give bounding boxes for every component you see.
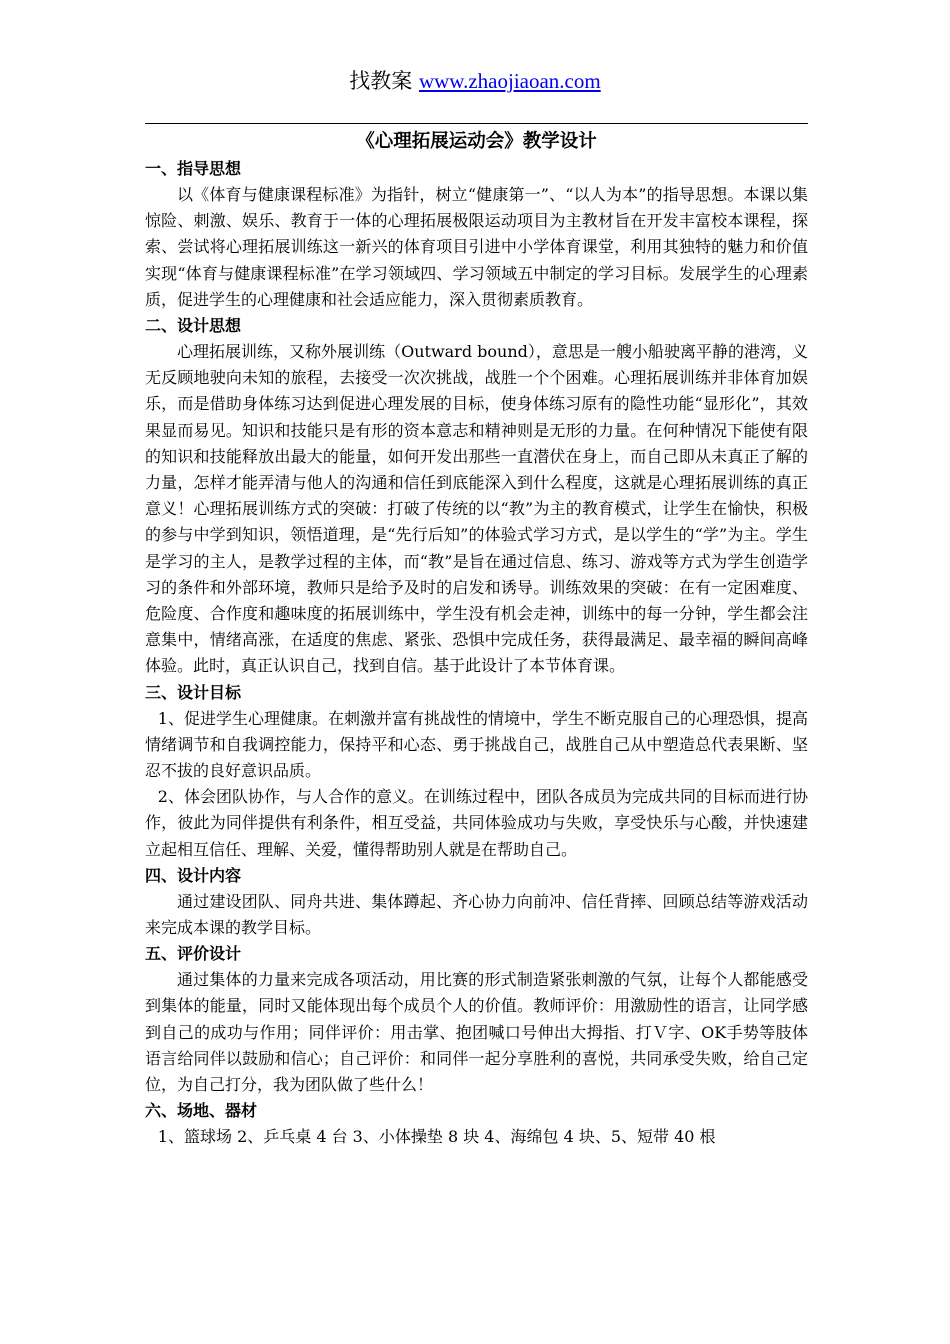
section-heading: 二、设计思想 — [145, 316, 242, 336]
section-heading: 一、指导思想 — [145, 159, 242, 178]
section-guiding-ideology — [145, 156, 808, 313]
site-url-link[interactable]: www.zhaojiaoan.com — [418, 69, 601, 93]
header-divider — [145, 123, 808, 124]
paragraph: 通过集体的力量来完成各项活动，用比赛的形式制造紧张刺激的气氛，让每个人都能感受到集体的能量，同时又能体现出每个成员个人的价值。教师评价：用激励性的语言，让同学感到自己的成功与作用；同伴评价：用击掌、抱团喊口号伸出大拇指、打Ｖ字、OK手势等肢体语言给同伴以鼓励和信心；自己评价：和同伴一起分享胜利的喜悦，共同承受失败，给自己定位，为自己打分，我为团队做了些什么！ — [145, 970, 808, 1095]
site-header — [0, 66, 950, 96]
document-body — [145, 128, 808, 1151]
section-heading: 五、评价设计 — [145, 944, 242, 964]
list-item: 1、篮球场 2、乒乓桌 4 台 3、小体操垫 8 块 4、海绵包 4 块、5、短带 40 根 — [157, 1127, 716, 1147]
section-heading: 六、场地、器材 — [145, 1101, 258, 1121]
list-item: 2、体会团队协作，与人合作的意义。在训练过程中，团队各成员为完成共同的目标而进行协作，彼此为同伴提供有利条件，相互受益，共同体验成功与失败，享受快乐与心酸，并快速建立起相互信任、理解、关爱，懂得帮助别人就是在帮助自己。 — [145, 787, 808, 859]
paragraph: 通过建设团队、同舟共进、集体蹲起、齐心协力向前冲、信任背摔、回顾总结等游戏活动来完成本课的教学目标。 — [145, 891, 808, 938]
list-item: 1、促进学生心理健康。在刺激并富有挑战性的情境中，学生不断克服自己的心理恐惧，提高情绪调节和自我调控能力，保持平和心态、勇于挑战自己，战胜自己从中塑造总代表果断、坚忍不拔的良好意识品质。 — [145, 708, 808, 781]
section-heading: 四、设计内容 — [145, 865, 242, 885]
section-design-ideas — [145, 313, 808, 680]
document-title: 《心理拓展运动会》教学设计 — [356, 131, 597, 152]
section-evaluation-design — [145, 941, 808, 1098]
section-design-content — [145, 863, 808, 941]
section-heading: 三、设计目标 — [145, 682, 242, 702]
section-venue-equipment — [145, 1098, 808, 1150]
site-name: 找教案 — [349, 69, 413, 93]
paragraph: 以《体育与健康课程标准》为指针，树立“健康第一”、“以人为本”的指导思想。本课以集惊险、刺激、娱乐、教育于一体的心理拓展极限运动项目为主教材旨在开发丰富校本课程，探索、尝试将心理拓展训练这一新兴的体育项目引进中小学体育课堂，利用其独特的魅力和价值实现“体育与健康课程标准”在学习领域四、学习领域五中制定的学习目标。发展学生的心理素质，促进学生的心理健康和社会适应能力，深入贯彻素质教育。 — [145, 185, 808, 309]
section-design-goals — [145, 680, 808, 863]
paragraph: 心理拓展训练，又称外展训练（Outward bound），意思是一艘小船驶离平静的港湾，义无反顾地驶向未知的旅程，去接受一次次挑战，战胜一个个困难。心理拓展训练并非体育加娱乐，而是借助身体练习达到促进心理发展的目标，使身体练习原有的隐性功能“显形化”，其效果显而易见。知识和技能只是有形的资本意志和精神则是无形的力量。在何种情况下能使有限的知识和技能释放出最大的能量，如何开发出那些一直潜伏在身上，而自己即从未真正了解的力量，怎样才能弄清与他人的沟通和信任到底能深入到什么程度，这就是心理拓展训练的真正意义！心理拓展训练方式的突破：打破了传统的以“教”为主的教育模式，让学生在愉快，积极的参与中学到知识，领悟道理，是“先行后知”的体验式学习方式，是以学生的“学”为主。学生是学习的主人，是教学过程的主体，而“教”是旨在通过信息、练习、游戏等方式为学生创造学习的条件和外部环境，教师只是给予及时的启发和诱导。训练效果的突破：在有一定困难度、危险度、合作度和趣味度的拓展训练中，学生没有机会走神，训练中的每一分钟，学生都会注意集中，情绪高涨，在适度的焦虑、紧张、恐惧中完成任务，获得最满足、最幸福的瞬间高峰体验。此时，真正认识自己，找到自信。基于此设计了本节体育课。 — [145, 342, 808, 676]
